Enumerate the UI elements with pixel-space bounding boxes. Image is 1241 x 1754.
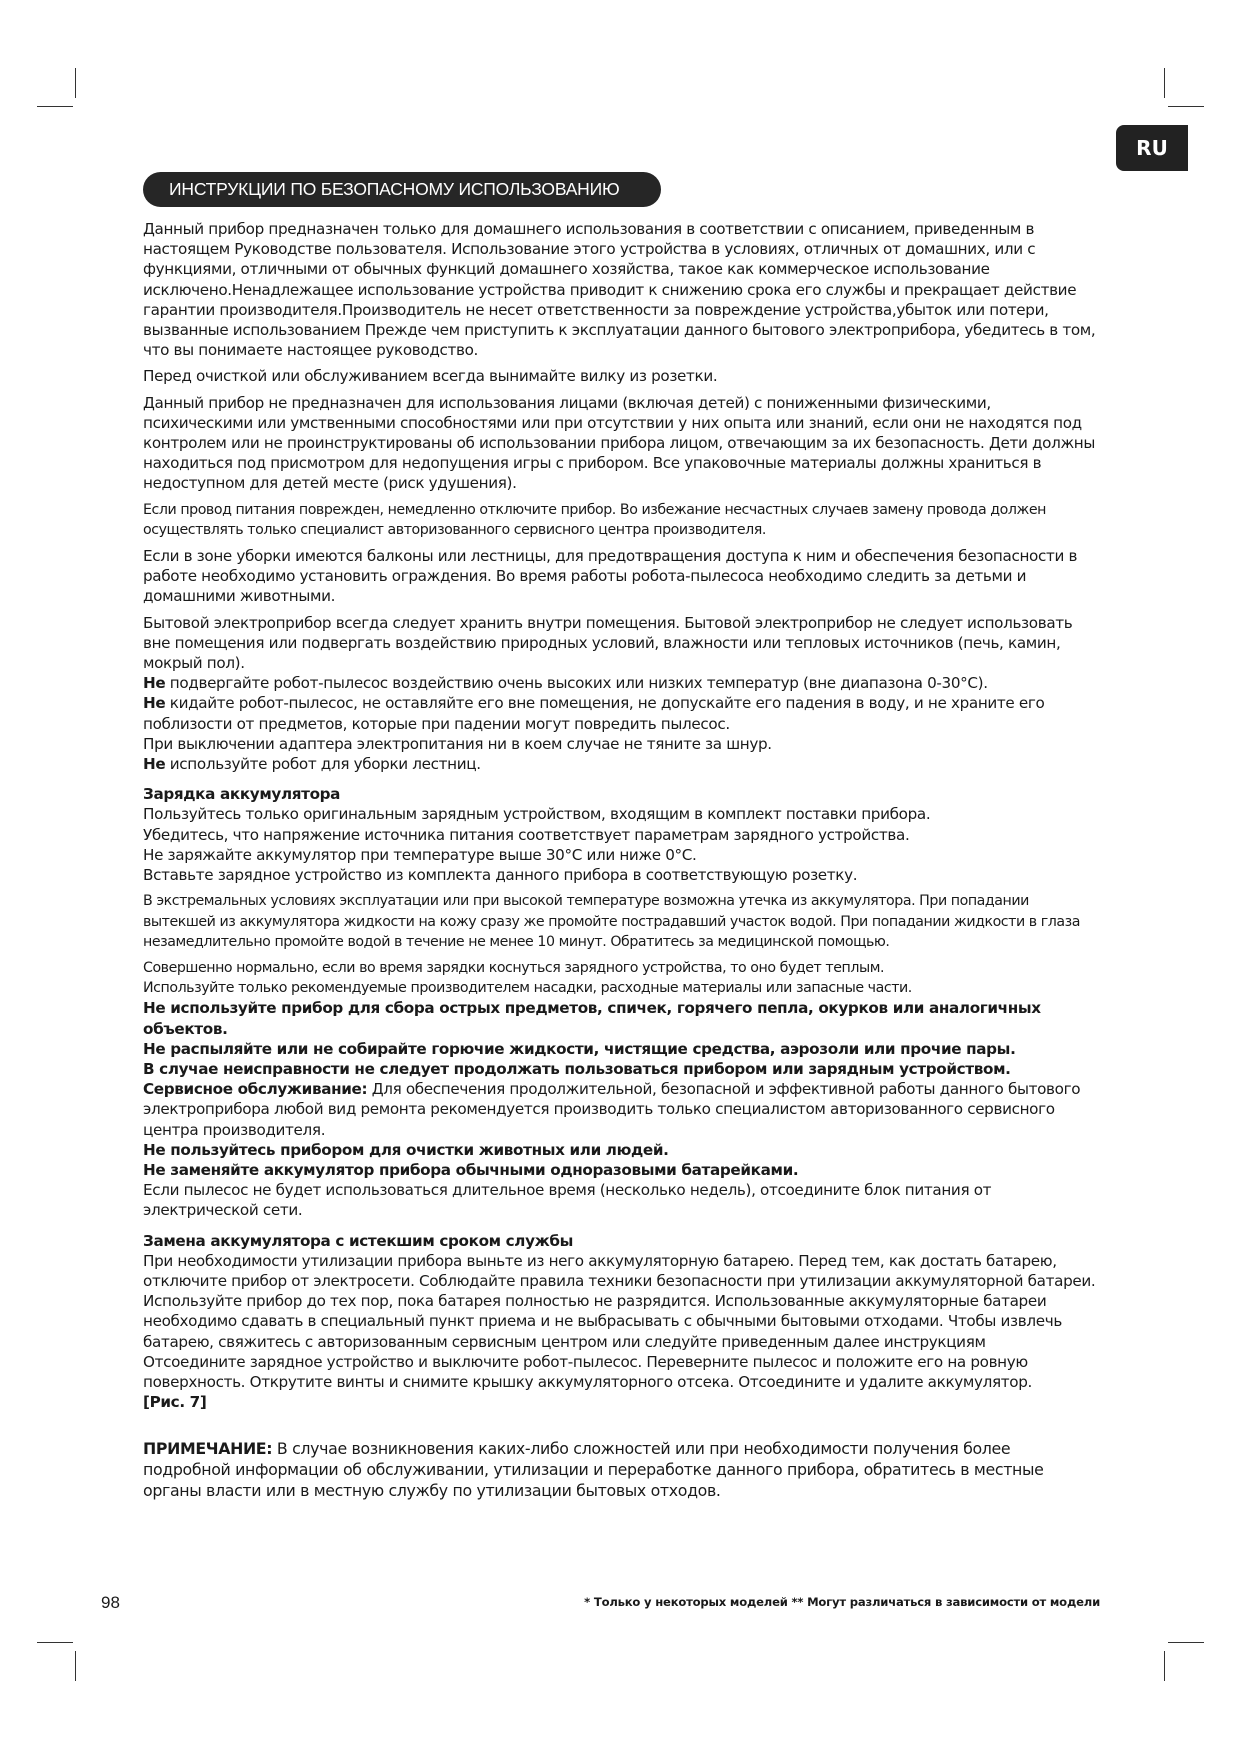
document-body <box>143 219 1101 1501</box>
crop-mark <box>75 1651 76 1681</box>
bold-warning: В случае неисправности не следует продолжать пользоваться прибором или зарядным устройством. <box>143 1059 1011 1078</box>
note-paragraph <box>143 1438 1101 1501</box>
bold-warning: Не используйте прибор для сбора острых предметов, спичек, горячего пепла, окурков или аналогичных объектов. <box>143 999 1041 1038</box>
bold-prefix: Сервисное обслуживание: <box>143 1080 368 1099</box>
bold-prefix: Не <box>143 694 166 713</box>
subheading-charging: Зарядка аккумулятора <box>143 785 341 804</box>
paragraph: Используйте только рекомендуемые производителем насадки, расходные материалы или запасные части. <box>143 980 912 997</box>
paragraph: Не заряжайте аккумулятор при температуре выше 30°C или ниже 0°C. <box>143 845 697 864</box>
page-number: 98 <box>101 1593 120 1612</box>
footnote: * Только у некоторых моделей ** Могут различаться в зависимости от модели <box>584 1595 1100 1609</box>
paragraph: Данный прибор не предназначен для использования лицами (включая детей) с пониженными физическими, психическими или умственными способностями или при отсутствии у них опыта или знаний, если они не находятся под контролем или не проинструктированы об использовании прибора лицом, отвечающим за их безопасность. Дети должны находиться под присмотром для недопущения игры с прибором. Все упаковочные материалы должны храниться в недоступном для детей месте (риск удушения). <box>143 393 1096 493</box>
bold-prefix: Не <box>143 755 166 774</box>
paragraph: При необходимости утилизации прибора выньте из него аккумуляторную батарею. Перед тем, как достать батарею, отключите прибор от электросети. Соблюдайте правила техники безопасности при утилизации аккумуляторной батареи. Используйте прибор до тех пор, пока батарея полностью не разрядится. Использованные аккумуляторные батареи необходимо сдавать в специальный пункт приема и не выбрасывать с обычными бытовыми отходами. Чтобы извлечь батарею, свяжитесь с авторизованным сервисным центром или следуйте приведенным далее инструкциям <box>143 1251 1096 1351</box>
figure-reference: [Рис. 7] <box>143 1393 207 1412</box>
paragraph: Если в зоне уборки имеются балконы или лестницы, для предотвращения доступа к ним и обеспечения безопасности в работе необходимо установить ограждения. Во время работы робота-пылесоса необходимо следить за детьми и домашними животными. <box>143 547 1078 606</box>
paragraph <box>143 693 1101 733</box>
crop-mark <box>75 68 76 98</box>
paragraph: При выключении адаптера электропитания ни в коем случае не тяните за шнур. <box>143 734 772 753</box>
paragraph: Перед очисткой или обслуживанием всегда вынимайте вилку из розетки. <box>143 367 718 386</box>
bold-warning: Не пользуйтесь прибором для очистки животных или людей. <box>143 1140 669 1159</box>
bold-warning: Не распыляйте или не собирайте горючие жидкости, чистящие средства, аэрозоли или прочие пары. <box>143 1039 1016 1058</box>
paragraph: Вставьте зарядное устройство из комплекта данного прибора в соответствующую розетку. <box>143 866 858 885</box>
crop-mark <box>1168 1642 1204 1643</box>
paragraph-text: подвергайте робот-пылесос воздействию очень высоких или низких температур (вне диапазона 0-30°C). <box>165 674 988 693</box>
crop-mark <box>37 106 73 107</box>
paragraph-text: используйте робот для уборки лестниц. <box>165 755 481 774</box>
paragraph <box>143 673 1101 693</box>
paragraph <box>143 754 1101 774</box>
paragraph-text: Для обеспечения продолжительной, безопасной и эффективной работы данного бытового электроприбора любой вид ремонта рекомендуется производить только специалистом авторизованного сервисного центра производителя. <box>143 1080 1081 1139</box>
crop-mark <box>1164 1651 1165 1681</box>
paragraph: Данный прибор предназначен только для домашнего использования в соответствии с описанием, приведенным в настоящем Руководстве пользователя. Использование этого устройства в условиях, отличных от домашних, или с функциями, отличными от обычных функций домашнего хозяйства, такое как коммерческое использование исключено.Ненадлежащее использование устройства приводит к снижению срока его службы и прекращает действие гарантии производителя.Производитель не несет ответственности за повреждение устройства,убыток или потери, вызванные использованием Прежде чем приступить к эксплуатации данного бытового электроприбора, убедитесь в том, что вы понимаете настоящее руководство. <box>143 220 1096 360</box>
note-text: В случае возникновения каких-либо сложностей или при необходимости получения более подробной информации об обслуживании, утилизации и переработке данного прибора, обратитесь в местные органы власти или в местную службу по утилизации бытовых отходов. <box>143 1439 1044 1501</box>
paragraph: Убедитесь, что напряжение источника питания соответствует параметрам зарядного устройства. <box>143 825 910 844</box>
paragraph-text: кидайте робот-пылесос, не оставляйте его вне помещения, не допускайте его падения в воду, и не храните его поблизости от предметов, которые при падении могут повредить пылесос. <box>143 694 1045 733</box>
bold-prefix: Не <box>143 674 166 693</box>
paragraph: Совершенно нормально, если во время зарядки коснуться зарядного устройства, то оно будет теплым. <box>143 959 885 976</box>
crop-mark <box>1168 106 1204 107</box>
crop-mark <box>1164 68 1165 98</box>
paragraph: Пользуйтесь только оригинальным зарядным устройством, входящим в комплект поставки прибора. <box>143 805 931 824</box>
paragraph: Если провод питания поврежден, немедленно отключите прибор. Во избежание несчастных случаев замену провода должен осуществлять только специалист авторизованного сервисного центра производителя. <box>143 501 1046 538</box>
language-tab: RU <box>1116 125 1188 171</box>
paragraph: В экстремальных условиях эксплуатации или при высокой температуре возможна утечка из аккумулятора. При попадании вытекшей из аккумулятора жидкости на кожу сразу же промойте пострадавший участок водой. При попадании жидкости в глаза незамедлительно промойте водой в течение не менее 10 минут. Обратитесь за медицинской помощью. <box>143 893 1080 950</box>
subheading-replacement: Замена аккумулятора с истекшим сроком службы <box>143 1231 574 1250</box>
crop-mark <box>37 1642 73 1643</box>
note-label: ПРИМЕЧАНИЕ: <box>143 1439 273 1459</box>
paragraph: Отсоедините зарядное устройство и выключите робот-пылесос. Переверните пылесос и положите его на ровную поверхность. Открутите винты и снимите крышку аккумуляторного отсека. Отсоедините и удалите аккумулятор. <box>143 1352 1033 1391</box>
bold-warning: Не заменяйте аккумулятор прибора обычными одноразовыми батарейками. <box>143 1160 799 1179</box>
paragraph: Если пылесос не будет использоваться длительное время (несколько недель), отсоедините блок питания от электрической сети. <box>143 1181 992 1220</box>
paragraph <box>143 1079 1101 1140</box>
paragraph: Бытовой электроприбор всегда следует хранить внутри помещения. Бытовой электроприбор не следует использовать вне помещения или подвергать воздействию природных условий, влажности или тепловых источников (печь, камин, мокрый пол). <box>143 613 1073 673</box>
section-title: ИНСТРУКЦИИ ПО БЕЗОПАСНОМУ ИСПОЛЬЗОВАНИЮ <box>143 172 661 207</box>
